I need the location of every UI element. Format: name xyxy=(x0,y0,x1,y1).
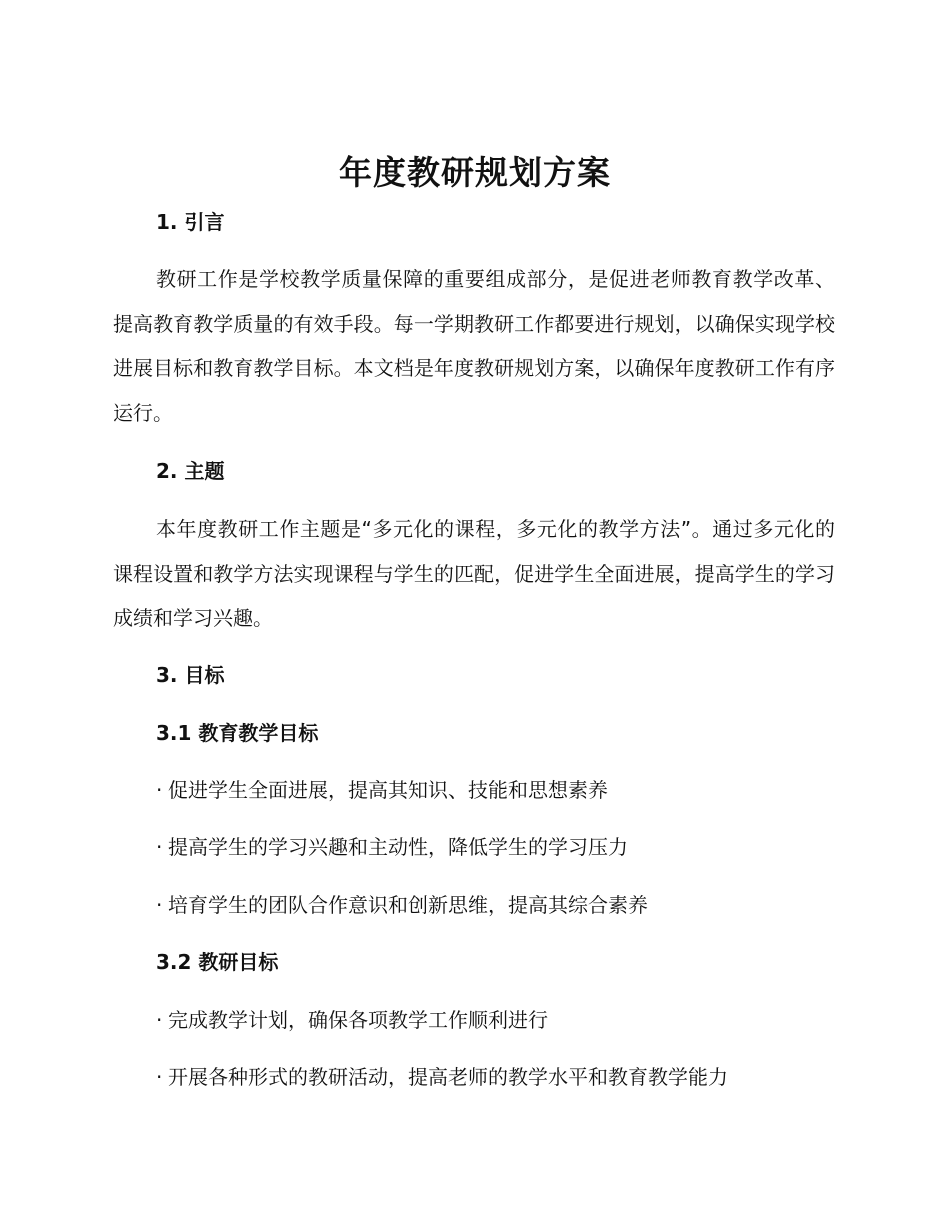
subsection-heading-teaching-goals: 3.1 教育教学目标 xyxy=(156,721,319,745)
list-item xyxy=(156,1005,548,1035)
section-heading-goals: 3. 目标 xyxy=(156,663,225,687)
theme-paragraph: 本年度教研工作主题是“多元化的课程，多元化的教学方法”。通过多元化的课程设置和教学方法实现课程与学生的匹配，促进学生全面进展，提高学生的学习成绩和学习兴趣。 xyxy=(113,517,835,631)
list-item xyxy=(156,890,648,920)
list-item-text: 促进学生全面进展，提高其知识、技能和思想素养 xyxy=(168,778,608,802)
list-item xyxy=(156,1062,728,1092)
bullet-icon: · xyxy=(156,893,163,917)
list-item-text: 开展各种形式的教研活动，提高老师的教学水平和教育教学能力 xyxy=(168,1065,728,1089)
list-item xyxy=(156,775,608,805)
list-item-text: 培育学生的团队合作意识和创新思维，提高其综合素养 xyxy=(168,893,648,917)
section-heading-intro: 1. 引言 xyxy=(156,210,225,234)
list-item xyxy=(156,832,628,862)
list-item-text: 完成教学计划，确保各项教学工作顺利进行 xyxy=(168,1008,548,1032)
bullet-icon: · xyxy=(156,778,163,802)
subsection-heading-research-goals: 3.2 教研目标 xyxy=(156,950,279,974)
list-item-text: 提高学生的学习兴趣和主动性，降低学生的学习压力 xyxy=(168,835,628,859)
intro-paragraph: 教研工作是学校教学质量保障的重要组成部分，是促进老师教育教学改革、提高教育教学质量的有效手段。每一学期教研工作都要进行规划，以确保实现学校进展目标和教育教学目标。本文档是年度教研规划方案，以确保年度教研工作有序运行。 xyxy=(113,267,835,426)
bullet-icon: · xyxy=(156,1008,163,1032)
bullet-icon: · xyxy=(156,835,163,859)
bullet-icon: · xyxy=(156,1065,163,1089)
section-heading-theme: 2. 主题 xyxy=(156,459,225,483)
document-title: 年度教研规划方案 xyxy=(339,153,611,192)
